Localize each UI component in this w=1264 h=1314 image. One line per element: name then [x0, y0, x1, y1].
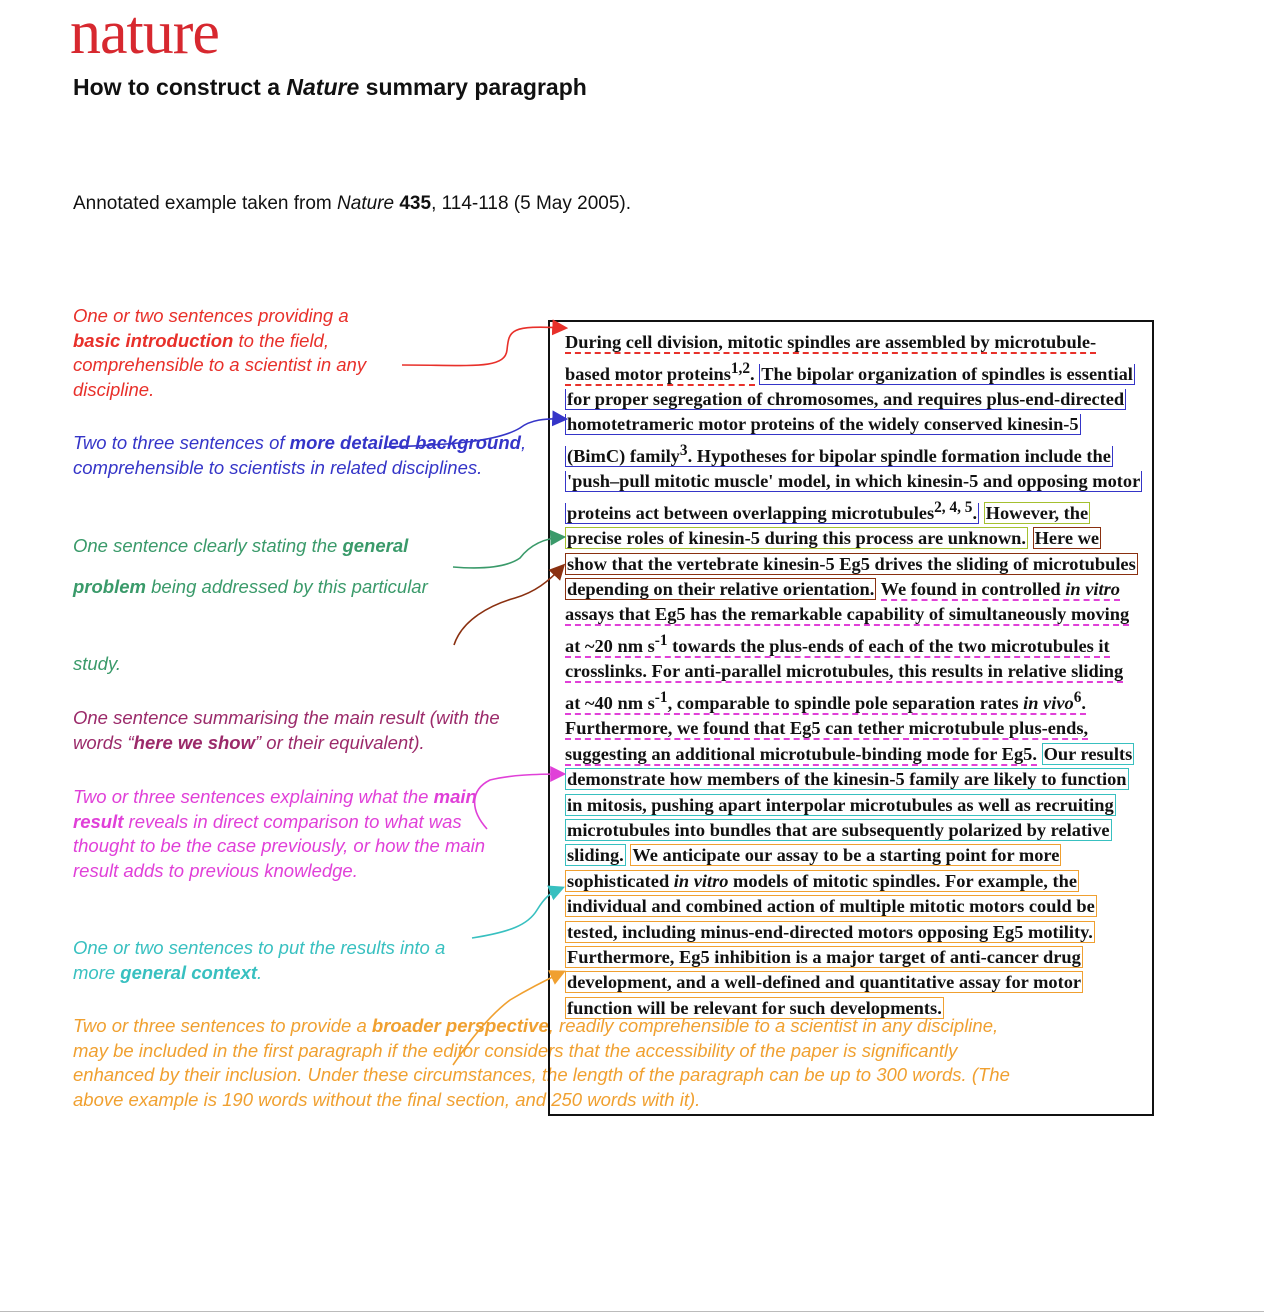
note-text: Two to three sentences of — [73, 432, 290, 453]
note-emphasis: main result — [73, 786, 477, 832]
note-text: reveals in direct comparison to what was thought to be the case previously, or how the main result adds to previous knowledge. — [73, 810, 486, 881]
abstract-text-run: , comparable to spindle pole separation rates — [667, 692, 1024, 713]
abstract-main-result-sentence: Here we show that the vertebrate kinesin-5 Eg5 drives the sliding of microtubules depending on their relative orientation. — [567, 528, 1136, 600]
abstract-text-run: . Hypotheses for bipolar spindle formation include the 'push–pull mitotic muscle' model, in which kinesin-5 and opposing motor proteins act between overlapping microtubules — [567, 445, 1140, 523]
note-general-problem-cont — [73, 575, 513, 600]
note-main-result-explanation — [73, 785, 523, 883]
source-citation — [73, 193, 631, 215]
note-text: One sentence clearly stating the — [73, 535, 343, 556]
note-general-problem — [73, 534, 513, 559]
reference-superscript: 3 — [679, 441, 688, 459]
source-journal: Nature — [337, 193, 395, 214]
note-emphasis: here we show — [133, 731, 255, 753]
abstract-context-sentence: Our results demonstrate how members of the kinesin-5 family are likely to function in mitosis, pushing apart interpolar microtubules as well as recruiting microtubules into bundles that are subsequently polarized by relative sliding. — [567, 743, 1133, 866]
example-abstract — [565, 330, 1140, 1021]
note-text: , comprehensible to scientists in related disciplines. — [73, 432, 527, 478]
abstract-text-run: assays that Eg5 has the remarkable capability of simultaneously moving at ~20 nm s — [565, 604, 1130, 656]
page-title — [73, 74, 587, 101]
note-text: , readily comprehensible to a scientist in any discipline, may be included in the first paragraph if the editor considers that the accessibility of the paper is significantly enhanced by their inclusion. Under these circumstances, the length of the paragraph can be up to 300 words. (The above example is 190 words without the final section, and 250 words with it). — [73, 1015, 1010, 1110]
abstract-problem-sentence: However, the precise roles of kinesin-5 during this process are unknown. — [567, 502, 1089, 549]
note-text: One or two sentences providing a — [73, 305, 349, 326]
abstract-text-run: . — [750, 363, 755, 384]
note-emphasis: broader perspective — [371, 1015, 549, 1036]
reference-superscript: 1,2 — [730, 359, 751, 377]
note-text: study. — [73, 653, 121, 674]
abstract-text-run: During cell division, mitotic spindles are assembled by microtubule-based motor proteins — [565, 332, 1097, 384]
reference-superscript: 6 — [1073, 688, 1082, 706]
note-detailed-background — [73, 431, 528, 480]
note-text: . — [257, 961, 263, 983]
reference-superscript: 2, 4, 5 — [934, 498, 973, 516]
footer-divider — [0, 1311, 1264, 1312]
note-general-context — [73, 936, 453, 985]
abstract-text-run: . Furthermore, we found that Eg5 can tether microtubule plus-ends, suggesting an additional microtubule-binding mode for Eg5. — [565, 692, 1089, 764]
title-prefix: How to construct a — [73, 74, 287, 100]
abstract-text-run: . — [972, 502, 978, 523]
unit-superscript: -1 — [654, 688, 668, 706]
note-text: being addressed by this particular — [145, 576, 428, 597]
abstract-italic: in vitro — [673, 870, 729, 891]
note-text: Two or three sentences to provide a — [73, 1015, 372, 1036]
unit-superscript: -1 — [654, 631, 668, 649]
abstract-text-run: We found in controlled — [880, 579, 1066, 600]
note-general-problem-end — [73, 652, 273, 677]
note-text: One or two sentences to put the results into a more — [73, 937, 446, 983]
note-emphasis: more detailed background — [289, 432, 521, 453]
abstract-explanation-sentences — [565, 579, 1129, 766]
arrow-intro — [402, 327, 565, 365]
abstract-text-run: models of mitotic spindles. For example, the individual and combined action of multiple mitotic motors could be tested, including minus-end-directed motors opposing Eg5 motility. Furthermore, Eg5 inhibition is a major target of anti-cancer drug development, and a well-defined and quantitative assay for motor function will be relevant for such developments. — [567, 870, 1095, 1018]
source-prefix: Annotated example taken from — [73, 193, 338, 214]
abstract-italic: in vivo — [1023, 692, 1074, 713]
nature-logo: nature — [70, 0, 219, 67]
title-suffix: summary paragraph — [359, 74, 587, 100]
abstract-text-run: towards the plus-ends of each of the two microtubules it crosslinks. For anti-parallel microtubules, this results in relative sliding at ~40 nm s — [565, 635, 1124, 713]
note-text: One sentence summarising the main result (with the words “ — [73, 707, 500, 753]
note-main-result — [73, 706, 538, 755]
note-emphasis: general — [342, 535, 409, 556]
abstract-text-run: We anticipate our assay to be a starting point for more sophisticated — [567, 845, 1060, 891]
abstract-background-sentences — [565, 364, 1142, 524]
note-basic-introduction — [73, 304, 383, 402]
note-emphasis: problem — [73, 576, 146, 597]
source-rest: , 114-118 (5 May 2005). — [431, 193, 632, 214]
note-text: to the field, comprehensible to a scientist in any discipline. — [73, 329, 367, 400]
abstract-italic: in vitro — [1065, 579, 1120, 600]
abstract-text-run: The bipolar organization of spindles is essential for proper segregation of chromosomes, and requires plus-end-directed homotetrameric motor proteins of the widely conserved kinesin-5 (BimC) family — [567, 363, 1133, 466]
note-text: ” or their equivalent). — [254, 731, 425, 753]
note-emphasis: general context — [120, 961, 258, 983]
note-text: Two or three sentences explaining what the — [73, 786, 434, 807]
note-emphasis: basic introduction — [73, 329, 234, 351]
source-volume: 435 — [399, 193, 432, 214]
abstract-perspective-sentences — [565, 844, 1097, 1018]
title-journal: Nature — [286, 74, 360, 100]
